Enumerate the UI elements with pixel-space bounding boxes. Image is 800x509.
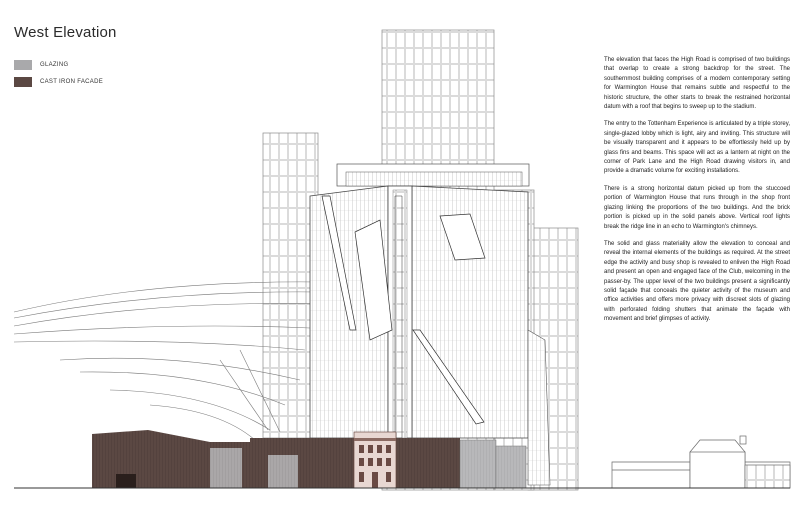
warmington-house — [354, 432, 396, 488]
paragraph-1: The elevation that faces the High Road is comprised of two buildings that overlap to create a strong backdrop for the street. The southernmost building comprises of a modern contemporary setting for Warmington House that remains subtle and respectful to the historic structure, the other starts to break the restrained horizontal datum with a roof that begins to sweep up to the stadium. — [604, 57, 790, 111]
main-tower — [310, 164, 529, 438]
paragraph-4: The solid and glass materiality allow the elevation to conceal and reveal the internal elements of the buildings as required. At the street edge the activity and busy shop is revealed to enliven the High Road and present an open and engaged face of the Club, welcoming in the passer-by. The upper level of the two buildings present a significantly solid façade that conceals the quieter activity of the museum and office activities and offers more privacy with discreet slots of glazing with perforated folding shutters that animate the façade with movement and brief glimpses of activity. — [604, 240, 790, 323]
paragraph-3: There is a strong horizontal datum picked up from the stuccoed portion of Warmington House that runs through in the shop front glazing linking the proportions of the two buildings. And the brick portion is picked up in the solid panels above. Vertical roof lights break the ridge line in an echo to Warmington's chimneys. — [604, 185, 790, 230]
legend-label-cast-iron: CAST IRON FACADE — [40, 79, 104, 85]
neighbouring-buildings — [612, 436, 790, 488]
page-title: West Elevation — [14, 24, 117, 41]
legend-label-glazing: GLAZING — [40, 62, 69, 68]
paragraph-2: The entry to the Tottenham Experience is articulated by a triple storey, single-glazed lobby which is light, airy and inviting. This structure will be visually transparent and it appears to be effortlessly held up by glass fins and beams. This space will act as a lantern at night on the corner of Park Lane and the High Road drawing visitors in, and provide a dramatic volume for exciting installations. — [604, 121, 790, 175]
description-text — [604, 56, 790, 333]
